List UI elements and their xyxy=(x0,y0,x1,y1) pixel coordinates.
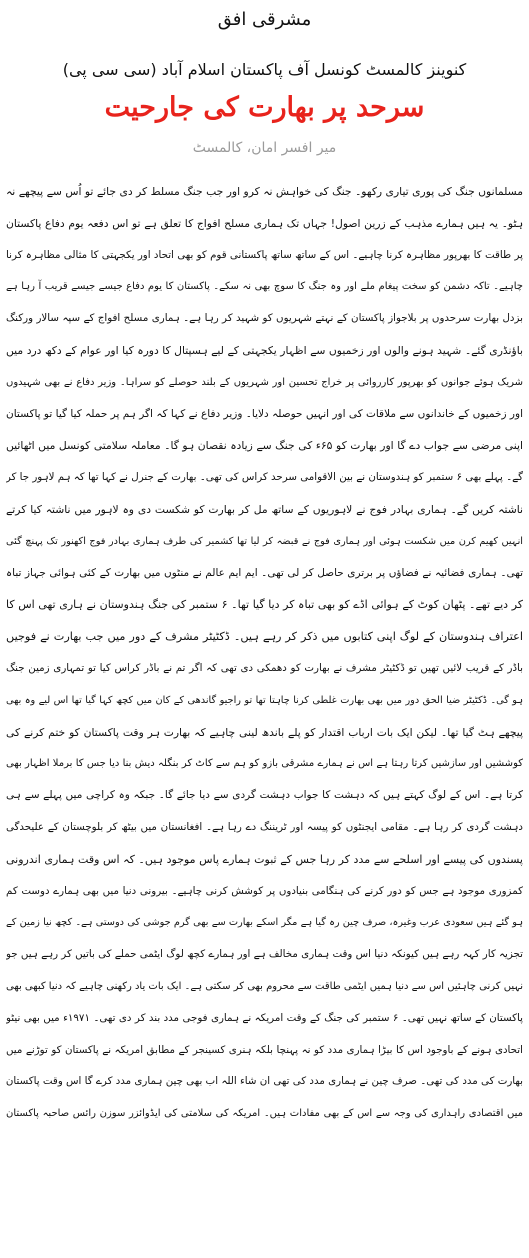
article-title: سرحد پر بھارت کی جارحیت xyxy=(104,92,425,123)
body-line: شریک ہوئے جوانوں کو بھرپور کارروائی پر خراج تحسین اور شہریوں کے بلند حوصلے کو سراہا۔ وزیر دفاع نے بھی شہیدوں xyxy=(6,376,523,388)
body-line: باؤنڈری گئے۔ شہید ہونے والوں اور زخمیوں سے اظہار یکجہتی کے لیے ہسپتال کا دورہ کیا اور عوام کے دکھ درد میں xyxy=(6,343,523,357)
body-line: ہٹو۔ یہ ہیں ہمارے مذہب کے زرین اصول! جہاں تک ہماری مسلح افواج کا تعلق ہے تو اس دفعہ یوم دفاع پاکستان xyxy=(6,216,523,230)
body-line: کر دیے تھے۔ پٹھان کوٹ کے ہوائی اڈے کو بھی تباہ کر دیا گیا تھا۔ ۶ ستمبر کی جنگ ہندوستان نے ہاری تھی اس کا xyxy=(6,598,523,612)
body-line: پر طاقت کا بھرپور مظاہرہ کرنا چاہیے۔ اس کے ساتھ ساتھ پاکستانی قوم کو بھی اتحاد اور یکجہتی کا مثالی مظاہرہ کرنا xyxy=(6,248,523,261)
body-line: کرتا ہے۔ اس کے لوگ کہتے ہیں کہ دہشت کا جواب دہشت گردی سے دیا جائے گا۔ جبکہ وہ کراچی میں پہلے سے ہی xyxy=(6,789,523,802)
body-line: بزدل بھارت سرحدوں پر بلاجواز پاکستان کے نہتے شہریوں کو شہید کر رہا ہے۔ ہماری مسلح افواج کے سپہ سالار ورکنگ xyxy=(6,312,523,325)
byline: میر افسر امان، کالمسٹ xyxy=(192,140,337,156)
body-line: اور زخمیوں کے خاندانوں سے ملاقات کی اور انہیں حوصلہ دلایا۔ وزیر دفاع نے کہا کہ اگر ہم پر حملہ کیا گیا تو پاکستان xyxy=(6,407,523,420)
body-line: اپنی مرضی سے جواب دے گا اور بھارت کو ۶۵ء کی جنگ سے زیادہ نقصان ہو گا۔ معاملہ سلامتی کونسل میں اٹھائیں xyxy=(6,439,523,453)
body-line: کمزوری موجود ہے جس کو دور کرنے کی ہنگامی بنیادوں پر کوشش کرنی چاہیے۔ بیرونی دنیا میں بھی ہمارے دوست کم xyxy=(6,884,523,897)
body-line: ناشتہ کریں گے۔ ہماری بہادر فوج نے لاہوریوں کے ساتھ مل کر بھارت کو شکست دی وہ لاہور میں ناشتہ کیا کرتے xyxy=(6,502,523,516)
body-line: پاکستان کے ساتھ نہیں تھی۔ ۶ ستمبر کی جنگ کے وقت امریکہ نے ہماری فوجی مدد بند کر دی تھی۔ ۱۹۷۱ء میں بھی نیٹو xyxy=(6,1011,523,1024)
body-line: اتحادی ہونے کے باوجود اس کا بیڑا ہماری مدد کو نہ پہنچا بلکہ ہنری کسینجر کے مطابق امریکہ نے پاکستان کو توڑنے میں xyxy=(6,1043,523,1056)
body-line: میں اقتصادی راہداری کی وجہ سے اس کے بھی مفادات ہیں۔ امریکہ کی سلامتی کی ایڈوائزر سوزن رائس صاحبہ پاکستان xyxy=(6,1108,523,1120)
body-line: اعتراف ہندوستان کے لوگ اپنی کتابوں میں ذکر کر رہے ہیں۔ ڈکٹیٹر مشرف کے دور میں جب بھارت نے فوجیں xyxy=(6,630,523,644)
body-line: گے۔ پہلے بھی ۶ ستمبر کو ہندوستان نے بین الاقوامی سرحد کراس کی تھی۔ بھارت کے جنرل نے کہا تھا کہ ہم لاہور جا کر xyxy=(6,471,523,484)
body-line: انہیں کھیم کرن میں شکست ہوئی اور ہماری فوج نے قبضہ کر لیا تھا کشمیر کی طرف ہماری بہادر فوج اکھنور تک پہنچ گئی xyxy=(6,535,523,547)
body-line: باڈر کے قریب لائیں تھیں تو ڈکٹیٹر مشرف نے بھارت کو دھمکی دی تھی کہ اگر تم نے باڈر کراس کیا تو تمہاری زمین جنگ xyxy=(6,661,523,674)
body-line: ہو گئے ہیں سعودی عرب وغیرہ، صرف چین رہ گیا ہے مگر اسکے بھارت سے بھی گرم جوشی کی دوستی ہے۔ کچھ نیا زمین کے xyxy=(6,917,523,929)
article-body xyxy=(6,176,523,1130)
body-line: پیچھے ہٹ گیا تھا۔ لیکن ایک بات ارباب اقتدار کو پلے باندھ لینی چاہیے کہ بھارت ہر وقت پاکستان کو ختم کرنے کی xyxy=(6,725,523,739)
body-line: چاہیے۔ تاکہ دشمن کو سخت پیغام ملے اور وہ جنگ کا سوچ بھی نہ سکے۔ پاکستان کا یوم دفاع جیسے جیسے قریب آ رہا ہے xyxy=(6,281,523,293)
body-line: تھی۔ ہماری فضائیہ نے فضاؤں پر برتری حاصل کر لی تھی۔ ایم ایم عالم نے منٹوں میں بھارت کے کئی ہوائی جہاز تباہ xyxy=(6,566,523,579)
body-line: تجزیہ کار کہہ رہے ہیں کیونکہ دنیا اس وقت ہماری مخالف ہے اور ہمارے کچھ لوگ ایٹمی حملے کی باتیں کر رہے ہیں جو xyxy=(6,948,523,961)
body-line: پسندوں کی پیسے اور اسلحے سے مدد کر رہا جس کے ثبوت ہمارے پاس موجود ہیں۔ کہ اس وقت ہماری اندرونی xyxy=(6,852,523,866)
body-line: نہیں کرنی چاہئیں اس سے دنیا ہمیں ایٹمی طاقت سے محروم بھی کر سکتی ہے۔ ایک بات یاد رکھنی چاہیے کہ دنیا کبھی بھی xyxy=(6,980,523,992)
column-name: مشرقی افق xyxy=(217,9,312,30)
body-line: ہو گی۔ ڈکٹیٹر ضیا الحق دور میں بھی بھارت غلطی کرنا چاہتا تھا تو راجیو گاندھی کے کان میں کچھ کہا گیا تھا اس لیے وہ بھی xyxy=(6,694,523,706)
organization-line: کنوینز کالمسٹ کونسل آف پاکستان اسلام آباد (سی سی پی) xyxy=(62,60,467,79)
body-line: دہشت گردی کر رہا ہے۔ مقامی ایجنٹوں کو پیسہ اور ٹریننگ دے رہا ہے۔ افغانستان میں بیٹھ کر بلوچستان کے علیحدگی xyxy=(6,820,523,833)
body-line: مسلمانوں جنگ کی پوری تیاری رکھو۔ جنگ کی خواہش نہ کرو اور جب جنگ مسلط کر دی جائے تو اُس سے پیچھے نہ xyxy=(6,185,523,198)
body-line: کوششیں اور سازشیں کرتا رہتا ہے اس نے ہمارے مشرقی بازو کو ہم سے کاٹ کر بنگلہ دیش بنا دیا جس کا برملا اظہار بھی xyxy=(6,758,523,770)
body-line: بھارت کی مدد کی تھی۔ صرف چین نے ہماری مدد کی تھی ان شاء اللہ اب بھی چین ہماری مدد کرے گا اس وقت پاکستان xyxy=(6,1075,523,1088)
